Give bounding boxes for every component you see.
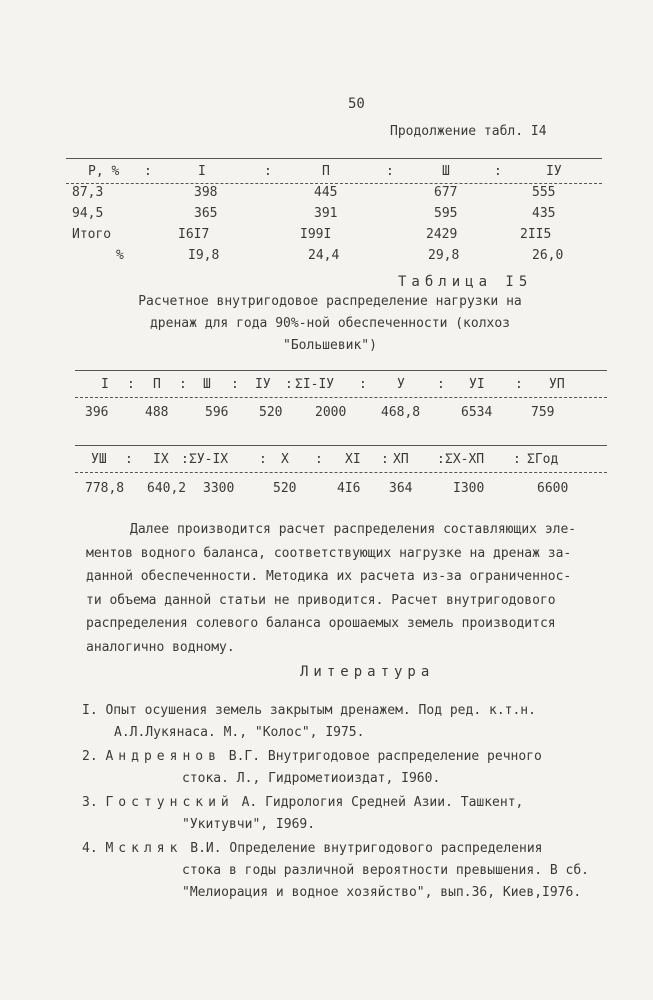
table-cell: 396: [85, 405, 109, 420]
table-cell: 435: [532, 206, 556, 221]
paragraph-line: ментов водного баланса, соответствующих нагрузке на дренаж за-: [86, 545, 572, 561]
reference-text: Опыт осушения земель закрытым дренажем. Под ред. к.т.н.: [105, 703, 536, 718]
table15-header-sep: :: [285, 377, 293, 392]
table14-top-rule: [66, 158, 602, 159]
table-cell: 29,8: [428, 248, 460, 263]
table15-header-sep: :: [513, 452, 521, 467]
reference-continuation: "Мелиорация и водное хозяйство", вып.36, Киев,I976.: [182, 885, 582, 900]
reference-continuation: А.Л.Лукянаса. М., "Колос", I975.: [114, 725, 365, 740]
table-continuation-label: Продолжение табл. I4: [390, 124, 547, 139]
reference-text: В.И. Определение внутригодового распределения: [182, 841, 543, 856]
table15-header-sep: :: [179, 377, 187, 392]
table-cell: 677: [434, 185, 458, 200]
table15-header: X: [281, 452, 289, 467]
reference-item: [82, 746, 622, 790]
body-paragraph: [86, 518, 606, 659]
table14: [58, 164, 610, 269]
table15-header-sep: :: [437, 452, 445, 467]
table-cell: 520: [273, 481, 297, 496]
reference-number: I.: [82, 703, 98, 718]
table-cell: 555: [532, 185, 556, 200]
reference-item: [82, 792, 622, 836]
reference-item: [82, 838, 622, 904]
table14-header: I: [198, 164, 206, 179]
table15-part2-top-rule: [75, 445, 607, 446]
paragraph-line: распределения солевого баланса орошаемых земель производится: [86, 616, 556, 631]
table14-header: IУ: [546, 164, 562, 179]
table15-header: Ш: [203, 377, 211, 392]
table-cell: 640,2: [147, 481, 187, 496]
table-cell: 398: [194, 185, 218, 200]
table15-header-sep: :: [125, 452, 133, 467]
table15-header: ΣУ-IX: [189, 452, 229, 467]
table15-header: УП: [549, 377, 565, 392]
reference-text: А. Гидрология Средней Азии. Ташкент,: [233, 795, 524, 810]
reference-number: 2.: [82, 749, 98, 764]
table15-header: XП: [393, 452, 409, 467]
table15-header-sep: :: [381, 452, 389, 467]
paragraph-line: данной обеспеченности. Методика их расчета из-за ограниченнос-: [86, 569, 572, 584]
reference-author: Гостунский: [105, 795, 234, 810]
table14-header: Ш: [442, 164, 450, 179]
table14-header-row: [58, 164, 610, 185]
table15-header: ΣI-IУ: [295, 377, 335, 392]
table-row: [58, 185, 610, 206]
table-cell: 3300: [203, 481, 235, 496]
table15-part1-top-rule: [75, 370, 607, 371]
table-cell: 364: [389, 481, 413, 496]
reference-number: 4.: [82, 841, 98, 856]
table-cell: 26,0: [532, 248, 564, 263]
table15-header-sep: :: [127, 377, 135, 392]
table15-part2-header-rule: [75, 472, 607, 473]
reference-continuation: стока в годы различной вероятности превышения. В сб.: [182, 863, 589, 878]
reference-item: [82, 700, 622, 744]
table-cell: 391: [314, 206, 338, 221]
table14-header: Р, %: [88, 164, 120, 179]
table15-header: IX: [153, 452, 169, 467]
table15-header: УШ: [91, 452, 107, 467]
table-row: [58, 227, 610, 248]
table-row: [75, 405, 610, 425]
paragraph-line: Далее производится расчет распределения составляющих эле-: [130, 522, 577, 537]
table-cell: Итого: [72, 227, 112, 242]
table14-header-sep: :: [386, 164, 394, 179]
table-cell: 6534: [461, 405, 493, 420]
table-cell: 94,5: [72, 206, 104, 221]
table15-header-sep: :: [515, 377, 523, 392]
table15-part1-header-rule: [75, 397, 607, 398]
reference-continuation: "Укитувчи", I969.: [182, 817, 316, 832]
table-cell: I99I: [300, 227, 332, 242]
table-cell: 87,3: [72, 185, 104, 200]
table-cell: 2429: [426, 227, 458, 242]
table14-header: П: [322, 164, 330, 179]
table15-header-sep: :: [231, 377, 239, 392]
table-cell: 2000: [315, 405, 347, 420]
table-cell: I300: [453, 481, 485, 496]
table15-header-sep: :: [315, 452, 323, 467]
table15-part2-header-row: [75, 452, 610, 472]
table15-header: У: [397, 377, 405, 392]
table15-header-sep: :: [181, 452, 189, 467]
table15-title: Таблица I5: [398, 274, 533, 290]
table15-header-sep: :: [437, 377, 445, 392]
table-cell: 759: [531, 405, 555, 420]
table15-header-sep: :: [259, 452, 267, 467]
table-cell: 24,4: [308, 248, 340, 263]
reference-author: Мскляк: [105, 841, 183, 856]
table-cell: %: [116, 248, 124, 263]
table-cell: 2II5: [520, 227, 552, 242]
reference-continuation: стока. Л., Гидрометиоиздат, I960.: [182, 771, 441, 786]
table14-header-sep: :: [264, 164, 272, 179]
table15-header: ΣГод: [527, 452, 559, 467]
table15-part1-header-row: [75, 377, 610, 397]
table-cell: 778,8: [85, 481, 125, 496]
table14-header-sep: :: [494, 164, 502, 179]
table-cell: 4I6: [337, 481, 361, 496]
table15-caption-line: "Большевик"): [283, 338, 377, 353]
reference-number: 3.: [82, 795, 98, 810]
paragraph-line: ти объема данной статьи не приводится. Расчет внутригодового: [86, 592, 556, 608]
table15-caption-line: дренаж для года 90%-ной обеспеченности (колхоз: [149, 316, 511, 331]
table15-header: УI: [469, 377, 485, 392]
table-row: [58, 206, 610, 227]
reference-author: Андреянов: [105, 749, 221, 764]
table-cell: 6600: [537, 481, 569, 496]
table-cell: 520: [259, 405, 283, 420]
table14-header-rule: [66, 183, 602, 184]
table15-header: ΣX-XП: [445, 452, 485, 467]
table-cell: 595: [434, 206, 458, 221]
table-cell: 445: [314, 185, 338, 200]
table-cell: I6I7: [178, 227, 210, 242]
table15-header: I: [101, 377, 109, 392]
table15-header: IУ: [255, 377, 271, 392]
table-cell: 488: [145, 405, 169, 420]
table-cell: 365: [194, 206, 218, 221]
table-row: [58, 248, 610, 269]
reference-text: В.Г. Внутригодовое распределение речного: [220, 749, 542, 764]
table-cell: I9,8: [188, 248, 220, 263]
paragraph-line: аналогично водному.: [86, 639, 235, 655]
page-number: 50: [348, 96, 365, 112]
table-cell: 596: [205, 405, 229, 420]
table15-header: П: [153, 377, 161, 392]
table-row: [75, 481, 610, 501]
table14-header-sep: :: [144, 164, 152, 179]
reference-list: [82, 700, 622, 906]
literature-title: Литература: [300, 664, 435, 680]
table15-header: XI: [345, 452, 361, 467]
table15-caption-line: Расчетное внутригодовое распределение нагрузки на: [138, 294, 522, 309]
table15-header-sep: :: [359, 377, 367, 392]
table-cell: 468,8: [381, 405, 421, 420]
